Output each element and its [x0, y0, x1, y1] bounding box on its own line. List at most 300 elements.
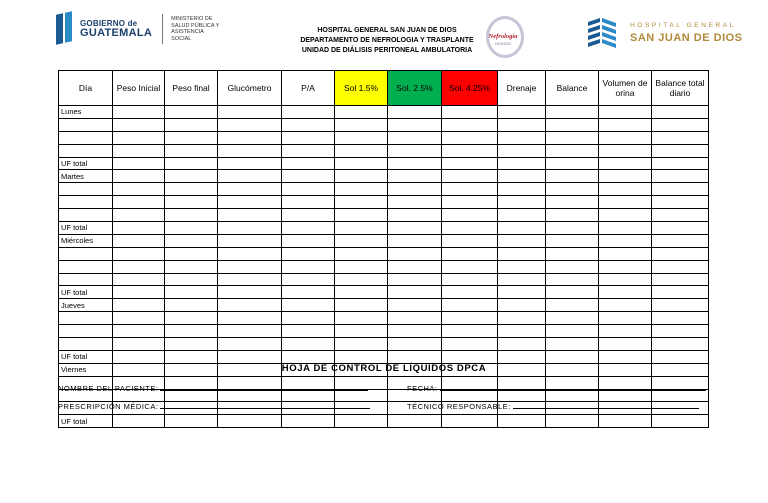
table-cell[interactable]	[335, 260, 388, 273]
table-cell[interactable]	[498, 106, 546, 119]
table-cell[interactable]	[652, 209, 709, 222]
table-cell[interactable]	[442, 273, 498, 286]
table-cell[interactable]	[652, 312, 709, 325]
uf-total-label: UF total	[59, 286, 113, 299]
prescription-label: PRESCRIPCIÓN MÉDICA:	[58, 402, 159, 411]
table-cell[interactable]	[113, 325, 165, 338]
table-cell[interactable]	[498, 260, 546, 273]
table-cell[interactable]	[218, 338, 282, 351]
table-cell[interactable]	[165, 106, 218, 119]
table-cell[interactable]	[388, 183, 442, 196]
table-cell[interactable]	[218, 157, 282, 170]
table-row	[59, 209, 709, 222]
table-cell[interactable]	[218, 260, 282, 273]
hospital-logo	[586, 16, 743, 50]
table-cell[interactable]	[113, 234, 165, 247]
table-cell[interactable]	[165, 273, 218, 286]
table-cell[interactable]	[546, 196, 599, 209]
table-cell[interactable]	[59, 273, 113, 286]
table-cell[interactable]	[113, 183, 165, 196]
nefrologia-logo	[482, 16, 524, 56]
table-row	[59, 260, 709, 273]
table-cell[interactable]	[599, 286, 652, 299]
table-cell[interactable]	[388, 118, 442, 131]
table-cell[interactable]	[165, 247, 218, 260]
table-cell[interactable]	[442, 312, 498, 325]
table-cell[interactable]	[546, 144, 599, 157]
table-cell[interactable]	[335, 273, 388, 286]
technician-label: TÉCNICO RESPONSABLE:	[407, 402, 511, 411]
table-cell[interactable]	[546, 273, 599, 286]
table-cell[interactable]	[546, 247, 599, 260]
table-cell[interactable]	[388, 312, 442, 325]
column-header-sol-2-5: Sol. 2.5%	[388, 71, 442, 106]
table-cell[interactable]	[282, 312, 335, 325]
table-cell[interactable]	[388, 209, 442, 222]
table-cell[interactable]	[165, 183, 218, 196]
table-cell[interactable]	[652, 260, 709, 273]
table-cell[interactable]	[546, 209, 599, 222]
table-cell[interactable]	[546, 325, 599, 338]
table-cell[interactable]	[388, 286, 442, 299]
table-cell[interactable]	[546, 260, 599, 273]
document-heading	[282, 26, 492, 56]
table-cell[interactable]	[599, 247, 652, 260]
table-cell[interactable]	[113, 196, 165, 209]
table-cell[interactable]	[165, 196, 218, 209]
date-label: FECHA:	[407, 384, 438, 393]
table-cell[interactable]	[546, 222, 599, 235]
table-cell[interactable]	[59, 131, 113, 144]
table-cell[interactable]	[165, 286, 218, 299]
table-cell[interactable]	[218, 183, 282, 196]
table-cell[interactable]	[218, 131, 282, 144]
table-cell[interactable]	[282, 183, 335, 196]
table-cell[interactable]	[442, 106, 498, 119]
table-cell[interactable]	[498, 286, 546, 299]
table-cell[interactable]	[442, 234, 498, 247]
table-cell[interactable]	[388, 247, 442, 260]
table-cell[interactable]	[165, 312, 218, 325]
table-row	[59, 183, 709, 196]
table-cell[interactable]	[498, 170, 546, 183]
table-cell[interactable]	[599, 170, 652, 183]
table-cell[interactable]	[599, 299, 652, 312]
table-cell[interactable]	[498, 350, 546, 363]
table-cell[interactable]	[113, 350, 165, 363]
table-cell[interactable]	[442, 170, 498, 183]
table-cell[interactable]	[388, 170, 442, 183]
table-cell[interactable]	[388, 131, 442, 144]
table-cell[interactable]	[652, 273, 709, 286]
table-cell[interactable]	[165, 299, 218, 312]
table-cell[interactable]	[113, 312, 165, 325]
table-cell[interactable]	[442, 338, 498, 351]
day-label: Viernes	[59, 363, 113, 376]
table-cell[interactable]	[599, 222, 652, 235]
table-cell[interactable]	[546, 286, 599, 299]
table-cell[interactable]	[165, 170, 218, 183]
table-cell[interactable]	[59, 312, 113, 325]
table-cell[interactable]	[498, 234, 546, 247]
table-cell[interactable]	[498, 247, 546, 260]
technician-row	[407, 400, 699, 411]
table-cell[interactable]	[335, 106, 388, 119]
table-cell[interactable]	[218, 222, 282, 235]
table-cell[interactable]	[218, 273, 282, 286]
uf-total-label: UF total	[59, 415, 113, 428]
table-cell[interactable]	[442, 118, 498, 131]
column-header: Balance	[546, 71, 599, 106]
table-cell[interactable]	[546, 338, 599, 351]
table-cell[interactable]	[165, 144, 218, 157]
table-cell[interactable]	[113, 131, 165, 144]
table-cell[interactable]	[599, 157, 652, 170]
table-cell[interactable]	[652, 106, 709, 119]
table-cell[interactable]	[388, 106, 442, 119]
table-cell[interactable]	[546, 312, 599, 325]
table-cell[interactable]	[113, 170, 165, 183]
table-cell[interactable]	[218, 247, 282, 260]
patient-name-row	[58, 382, 368, 393]
table-cell[interactable]	[546, 131, 599, 144]
table-cell[interactable]	[388, 325, 442, 338]
table-cell[interactable]	[282, 106, 335, 119]
table-cell[interactable]	[282, 415, 335, 428]
table-cell[interactable]	[546, 118, 599, 131]
table-cell[interactable]	[599, 350, 652, 363]
table-cell[interactable]	[282, 299, 335, 312]
table-cell[interactable]	[652, 325, 709, 338]
table-cell[interactable]	[442, 247, 498, 260]
table-cell[interactable]	[599, 234, 652, 247]
table-cell[interactable]	[546, 183, 599, 196]
table-cell[interactable]	[165, 234, 218, 247]
gov-line2: GUATEMALA	[80, 26, 153, 39]
table-cell[interactable]	[165, 209, 218, 222]
table-cell[interactable]	[498, 157, 546, 170]
table-cell[interactable]	[282, 273, 335, 286]
table-cell[interactable]	[652, 131, 709, 144]
table-cell[interactable]	[388, 273, 442, 286]
prescription-row	[58, 400, 370, 411]
table-row	[59, 350, 709, 363]
table-cell[interactable]	[218, 118, 282, 131]
table-cell[interactable]	[113, 209, 165, 222]
table-cell[interactable]	[652, 170, 709, 183]
table-cell[interactable]	[388, 415, 442, 428]
table-cell[interactable]	[282, 260, 335, 273]
table-cell[interactable]	[388, 350, 442, 363]
table-cell[interactable]	[113, 118, 165, 131]
table-cell[interactable]	[165, 350, 218, 363]
table-cell[interactable]	[335, 131, 388, 144]
fluid-control-table	[58, 70, 709, 428]
table-row	[59, 312, 709, 325]
technician-field[interactable]	[513, 400, 699, 409]
table-cell[interactable]	[59, 144, 113, 157]
table-cell[interactable]	[599, 415, 652, 428]
department-name: DEPARTAMENTO DE NEFROLOGIA Y TRASPLANTE	[300, 37, 474, 44]
table-row	[59, 325, 709, 338]
table-cell[interactable]	[652, 415, 709, 428]
table-cell[interactable]	[335, 338, 388, 351]
government-logo	[56, 12, 221, 46]
table-cell[interactable]	[335, 350, 388, 363]
table-cell[interactable]	[442, 144, 498, 157]
table-cell[interactable]	[442, 183, 498, 196]
day-label: Lunes	[59, 106, 113, 119]
table-cell[interactable]	[113, 273, 165, 286]
table-cell[interactable]	[335, 222, 388, 235]
table-cell[interactable]	[599, 273, 652, 286]
table-cell[interactable]	[498, 209, 546, 222]
table-cell[interactable]	[165, 131, 218, 144]
table-cell[interactable]	[498, 196, 546, 209]
table-cell[interactable]	[113, 247, 165, 260]
table-cell[interactable]	[498, 338, 546, 351]
patient-name-field[interactable]	[160, 382, 368, 391]
table-cell[interactable]	[498, 144, 546, 157]
table-cell[interactable]	[335, 118, 388, 131]
table-cell[interactable]	[652, 144, 709, 157]
table-cell[interactable]	[498, 325, 546, 338]
table-cell[interactable]	[113, 222, 165, 235]
table-cell[interactable]	[113, 338, 165, 351]
table-cell[interactable]	[652, 234, 709, 247]
table-cell[interactable]	[165, 325, 218, 338]
table-cell[interactable]	[546, 299, 599, 312]
table-cell[interactable]	[282, 170, 335, 183]
day-label: Miércoles	[59, 234, 113, 247]
table-cell[interactable]	[335, 325, 388, 338]
table-cell[interactable]	[113, 415, 165, 428]
table-cell[interactable]	[442, 157, 498, 170]
table-cell[interactable]	[442, 350, 498, 363]
column-header: Glucómetro	[218, 71, 282, 106]
table-row	[59, 247, 709, 260]
table-cell[interactable]	[218, 106, 282, 119]
column-header: Peso Inicial	[113, 71, 165, 106]
table-cell[interactable]	[498, 273, 546, 286]
table-cell[interactable]	[218, 209, 282, 222]
table-row	[59, 338, 709, 351]
table-cell[interactable]	[218, 312, 282, 325]
table-cell[interactable]	[442, 325, 498, 338]
table-cell[interactable]	[282, 350, 335, 363]
table-cell[interactable]	[218, 144, 282, 157]
table-cell[interactable]	[218, 286, 282, 299]
table-cell[interactable]	[498, 222, 546, 235]
table-cell[interactable]	[282, 286, 335, 299]
table-cell[interactable]	[546, 106, 599, 119]
table-cell[interactable]	[388, 338, 442, 351]
unit-name: UNIDAD DE DIÁLISIS PERITONEAL AMBULATORIA	[301, 47, 473, 54]
table-cell[interactable]	[335, 183, 388, 196]
table-cell[interactable]	[652, 350, 709, 363]
uf-total-label: UF total	[59, 157, 113, 170]
table-cell[interactable]	[388, 299, 442, 312]
table-cell[interactable]	[59, 183, 113, 196]
table-cell[interactable]	[498, 131, 546, 144]
table-cell[interactable]	[546, 157, 599, 170]
table-cell[interactable]	[388, 144, 442, 157]
table-cell[interactable]	[388, 260, 442, 273]
table-cell[interactable]	[599, 325, 652, 338]
table-row	[59, 299, 709, 312]
table-cell[interactable]	[442, 209, 498, 222]
table-cell[interactable]	[335, 247, 388, 260]
date-field[interactable]	[440, 382, 706, 391]
table-cell[interactable]	[282, 118, 335, 131]
patient-name-label: NOMBRE DEL PACIENTE:	[58, 384, 159, 393]
table-cell[interactable]	[335, 312, 388, 325]
table-cell[interactable]	[498, 183, 546, 196]
table-cell[interactable]	[282, 157, 335, 170]
table-cell[interactable]	[335, 234, 388, 247]
table-cell[interactable]	[546, 350, 599, 363]
table-cell[interactable]	[335, 157, 388, 170]
table-row	[59, 118, 709, 131]
table-cell[interactable]	[442, 299, 498, 312]
table-cell[interactable]	[218, 299, 282, 312]
table-cell[interactable]	[113, 144, 165, 157]
table-cell[interactable]	[59, 247, 113, 260]
table-cell[interactable]	[442, 415, 498, 428]
table-cell[interactable]	[599, 183, 652, 196]
table-cell[interactable]	[282, 325, 335, 338]
table-cell[interactable]	[282, 209, 335, 222]
table-cell[interactable]	[335, 299, 388, 312]
table-cell[interactable]	[335, 415, 388, 428]
table-cell[interactable]	[388, 157, 442, 170]
table-row	[59, 170, 709, 183]
table-cell[interactable]	[652, 118, 709, 131]
table-cell[interactable]	[498, 415, 546, 428]
table-cell[interactable]	[652, 338, 709, 351]
ministry-name: MINISTERIO DE SALUD PÚBLICA Y ASISTENCIA SOCIAL	[171, 16, 220, 42]
table-cell[interactable]	[388, 234, 442, 247]
table-cell[interactable]	[59, 260, 113, 273]
table-cell[interactable]	[335, 170, 388, 183]
table-cell[interactable]	[546, 415, 599, 428]
table-cell[interactable]	[218, 350, 282, 363]
table-cell[interactable]	[442, 286, 498, 299]
table-cell[interactable]	[165, 415, 218, 428]
table-cell[interactable]	[652, 286, 709, 299]
table-cell[interactable]	[218, 325, 282, 338]
table-cell[interactable]	[113, 299, 165, 312]
table-cell[interactable]	[59, 325, 113, 338]
table-cell[interactable]	[335, 286, 388, 299]
hospital-name: HOSPITAL GENERAL SAN JUAN DE DIOS	[317, 27, 457, 34]
table-cell[interactable]	[546, 170, 599, 183]
table-cell[interactable]	[282, 131, 335, 144]
table-cell[interactable]	[599, 131, 652, 144]
table-cell[interactable]	[113, 106, 165, 119]
table-cell[interactable]	[218, 170, 282, 183]
table-cell[interactable]	[165, 222, 218, 235]
table-cell[interactable]	[59, 118, 113, 131]
table-row	[59, 144, 709, 157]
table-cell[interactable]	[335, 144, 388, 157]
table-cell[interactable]	[335, 196, 388, 209]
uf-total-label: UF total	[59, 222, 113, 235]
table-cell[interactable]	[282, 247, 335, 260]
day-label: Jueves	[59, 299, 113, 312]
table-cell[interactable]	[498, 299, 546, 312]
table-cell[interactable]	[652, 196, 709, 209]
table-cell[interactable]	[218, 415, 282, 428]
table-cell[interactable]	[59, 338, 113, 351]
table-cell[interactable]	[335, 209, 388, 222]
prescription-field[interactable]	[160, 400, 370, 409]
table-cell[interactable]	[652, 299, 709, 312]
nefro-logo-sub: HGSJDD	[494, 41, 512, 46]
table-cell[interactable]	[218, 234, 282, 247]
table-row	[59, 157, 709, 170]
table-cell[interactable]	[546, 234, 599, 247]
table-cell[interactable]	[113, 260, 165, 273]
table-row	[59, 196, 709, 209]
table-cell[interactable]	[599, 106, 652, 119]
table-cell[interactable]	[218, 196, 282, 209]
table-header-row	[59, 71, 709, 106]
table-cell[interactable]	[282, 234, 335, 247]
table-cell[interactable]	[599, 196, 652, 209]
table-cell[interactable]	[599, 312, 652, 325]
table-cell[interactable]	[282, 338, 335, 351]
table-cell[interactable]	[599, 209, 652, 222]
form-title: HOJA DE CONTROL DE LÍQUIDOS DPCA	[281, 363, 487, 374]
table-cell[interactable]	[652, 157, 709, 170]
table-cell[interactable]	[652, 247, 709, 260]
hospital-emblem-icon	[586, 16, 628, 50]
table-cell[interactable]	[165, 157, 218, 170]
table-cell[interactable]	[282, 196, 335, 209]
table-cell[interactable]	[59, 196, 113, 209]
table-cell[interactable]	[113, 286, 165, 299]
table-row	[59, 273, 709, 286]
day-label: Martes	[59, 170, 113, 183]
table-cell[interactable]	[599, 338, 652, 351]
table-cell[interactable]	[599, 118, 652, 131]
table-cell[interactable]	[599, 144, 652, 157]
table-cell[interactable]	[498, 312, 546, 325]
table-cell[interactable]	[59, 209, 113, 222]
table-cell[interactable]	[498, 118, 546, 131]
table-cell[interactable]	[165, 338, 218, 351]
table-cell[interactable]	[388, 196, 442, 209]
table-cell[interactable]	[113, 157, 165, 170]
table-row	[59, 234, 709, 247]
table-cell[interactable]	[652, 222, 709, 235]
table-cell[interactable]	[282, 222, 335, 235]
hsj-line2: SAN JUAN DE DIOS	[630, 32, 743, 44]
table-cell[interactable]	[442, 222, 498, 235]
table-cell[interactable]	[282, 144, 335, 157]
table-cell[interactable]	[652, 183, 709, 196]
table-cell[interactable]	[165, 118, 218, 131]
table-cell[interactable]	[388, 222, 442, 235]
table-cell[interactable]	[442, 131, 498, 144]
table-cell[interactable]	[599, 260, 652, 273]
table-cell[interactable]	[165, 260, 218, 273]
table-row	[59, 286, 709, 299]
table-cell[interactable]	[442, 260, 498, 273]
table-cell[interactable]	[442, 196, 498, 209]
column-header: P/A	[282, 71, 335, 106]
